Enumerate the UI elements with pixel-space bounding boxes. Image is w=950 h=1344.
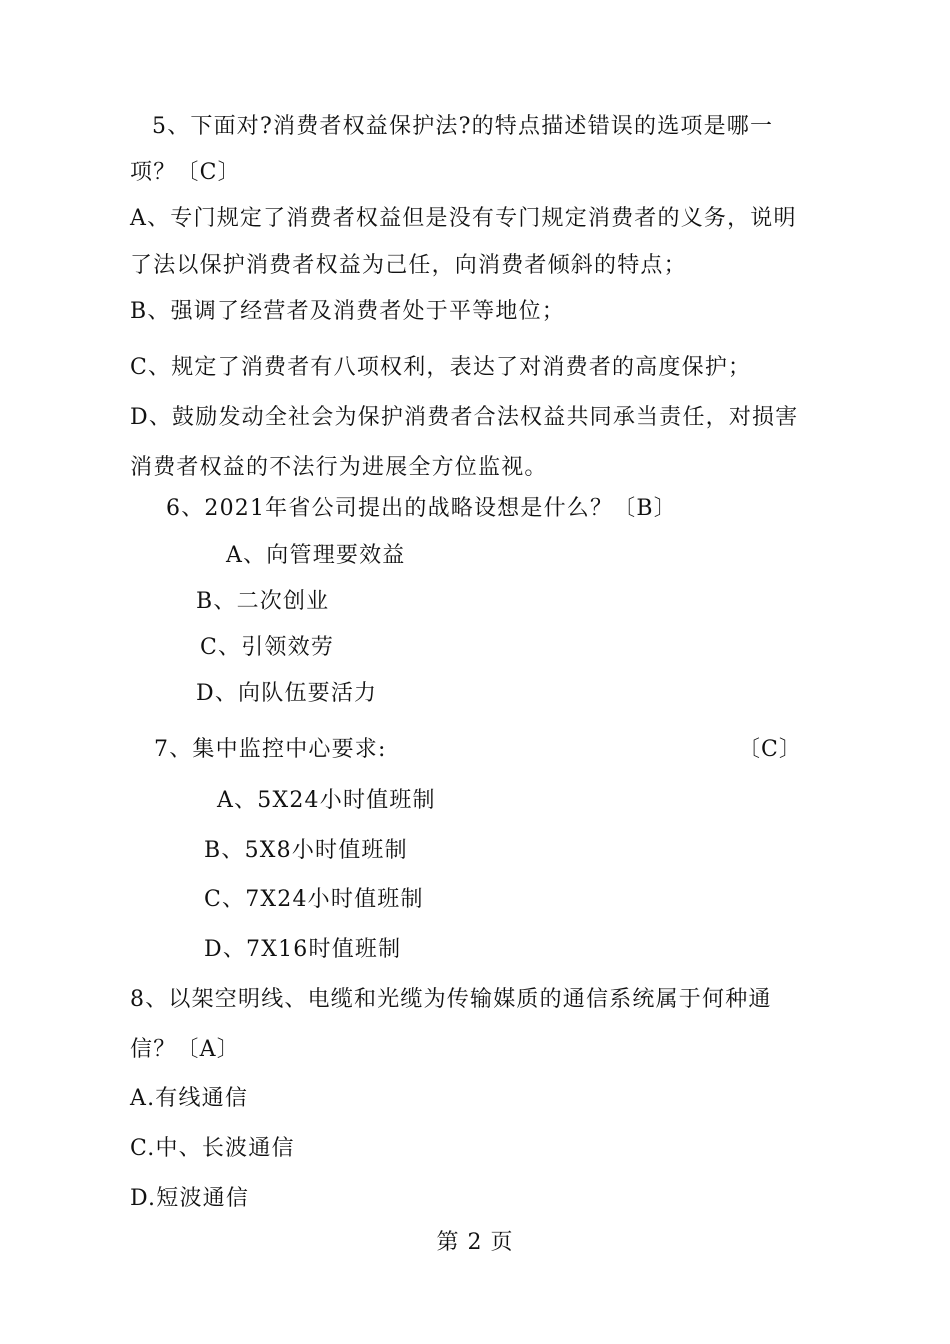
q8-option-a: A.有线通信	[130, 1086, 249, 1111]
q5-option-c: C、规定了消费者有八项权利，表达了对消费者的高度保护；	[130, 355, 752, 380]
page-number: 第 2 页	[436, 1230, 514, 1255]
q5-option-a-line2: 了法以保护消费者权益为己任，向消费者倾斜的特点；	[130, 253, 687, 278]
q5-option-d-line2: 消费者权益的不法行为进展全方位监视。	[130, 455, 548, 480]
q5-option-b: B、强调了经营者及消费者处于平等地位；	[130, 299, 565, 324]
q7-stem: 7、集中监控中心要求:	[154, 737, 387, 762]
q7-option-c: C、7X24小时值班制	[204, 887, 424, 912]
q5-option-d-line1: D、鼓励发动全社会为保护消费者合法权益共同承当责任，对损害	[130, 405, 799, 430]
q6-option-d: D、向队伍要活力	[196, 681, 378, 706]
q8-stem-line1: 8、以架空明线、电缆和光缆为传输媒质的通信系统属于何种通	[130, 987, 772, 1012]
q7-answer: 〔C〕	[738, 737, 802, 762]
q6-option-b: B、二次创业	[196, 589, 330, 614]
q5-stem-line2: 项？〔C〕	[130, 160, 241, 185]
q6-option-c: C、引领效劳	[200, 635, 335, 660]
q8-option-c: C.中、长波通信	[130, 1136, 295, 1161]
q5-option-a-line1: A、专门规定了消费者权益但是没有专门规定消费者的义务，说明	[130, 206, 797, 231]
q7-option-b: B、5X8小时值班制	[204, 838, 408, 863]
q7-option-a: A、5X24小时值班制	[217, 788, 436, 813]
q8-stem-line2: 信？〔A〕	[130, 1037, 240, 1062]
q5-stem-line1: 5、下面对?消费者权益保护法?的特点描述错误的选项是哪一	[152, 114, 774, 139]
q6-stem: 6、2021年省公司提出的战略设想是什么？〔B〕	[166, 496, 677, 521]
q8-option-d: D.短波通信	[130, 1186, 250, 1211]
q7-option-d: D、7X16时值班制	[204, 937, 402, 962]
q6-option-a: A、向管理要效益	[226, 543, 406, 568]
